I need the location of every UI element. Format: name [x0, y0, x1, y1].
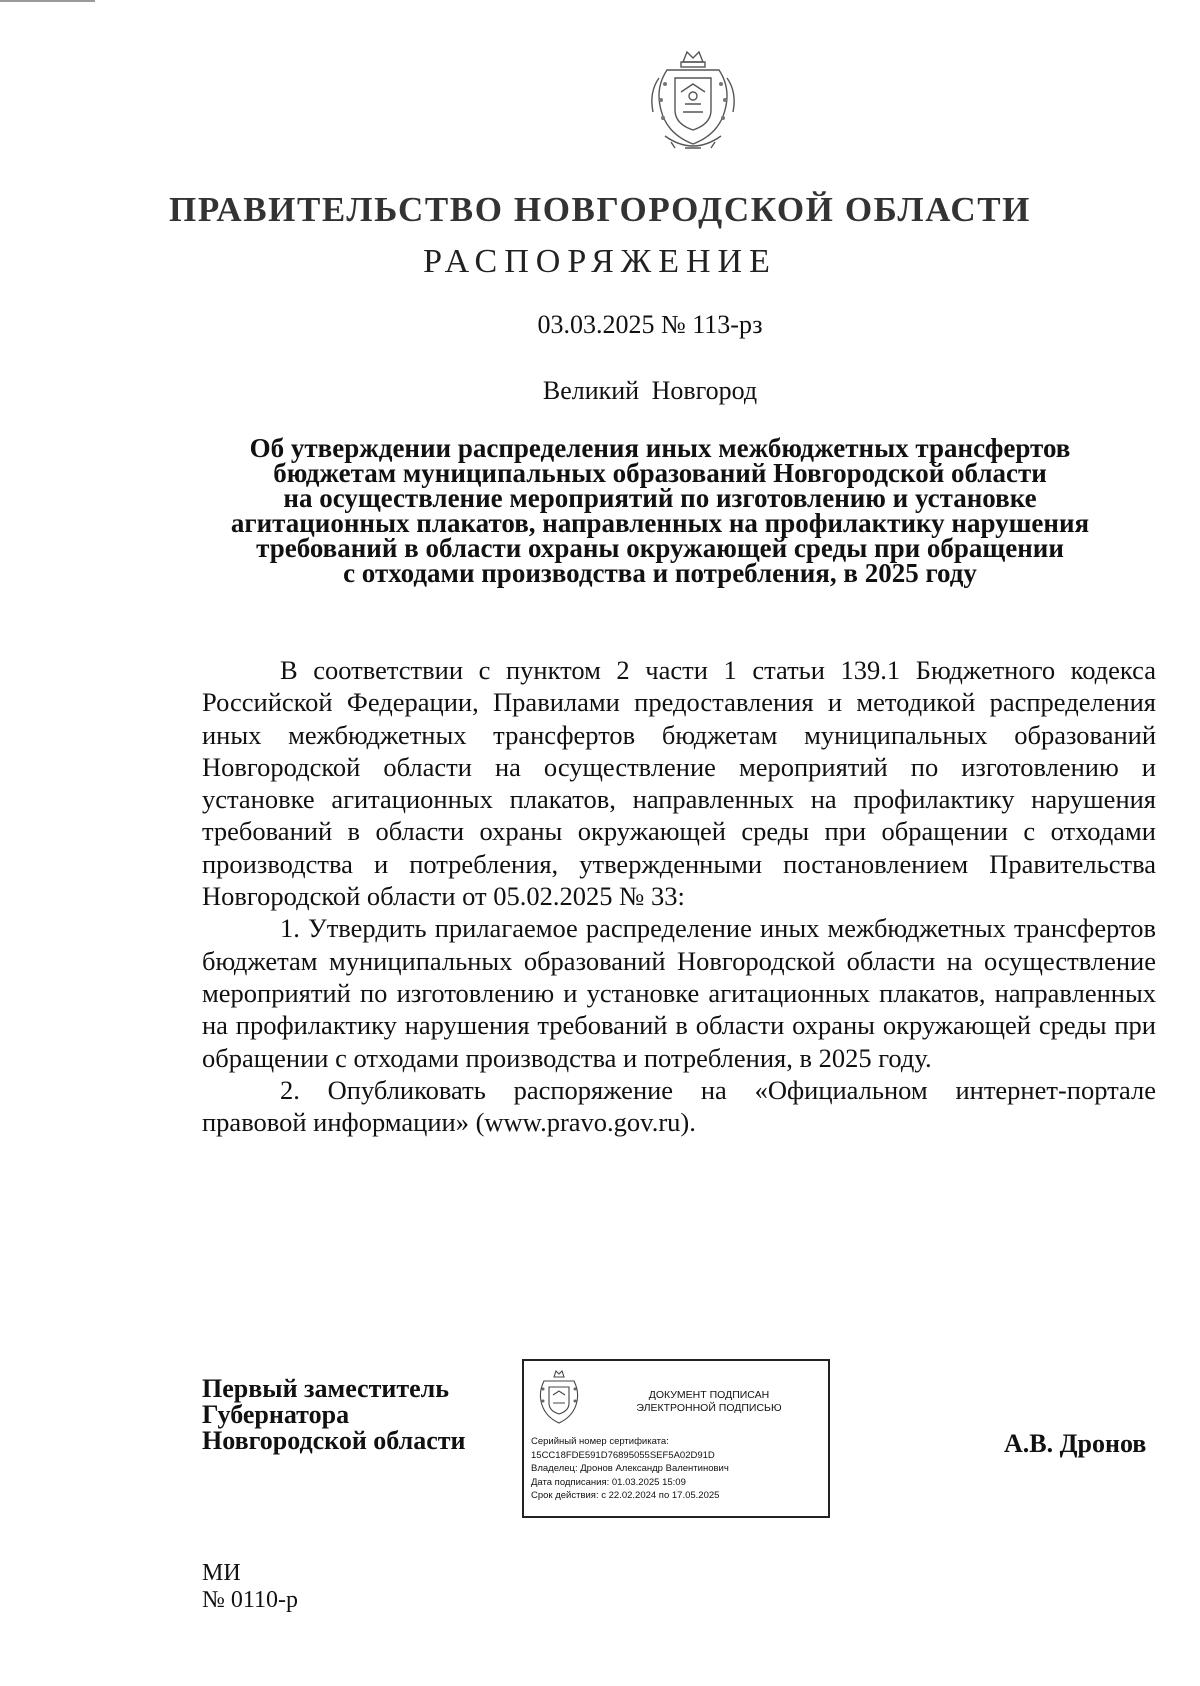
stamp-coat-of-arms-icon [534, 1369, 584, 1427]
stamp-signed-date: Дата подписания: 01.03.2025 15:09 [531, 1476, 686, 1488]
stamp-heading-line: ДОКУМЕНТ ПОДПИСАН [648, 1389, 770, 1401]
stamp-heading-line: ЭЛЕКТРОННОЙ ПОДПИСЬЮ [636, 1402, 782, 1414]
footer-initials: МИ [202, 1560, 241, 1586]
signatory-title-line: Первый заместитель [202, 1374, 449, 1403]
footer-number: № 0110-р [202, 1587, 298, 1613]
subject-line: Об утверждении распределения иных межбюджетных трансфертов [249, 433, 1071, 463]
signatory-title-line: Губернатора [202, 1400, 350, 1429]
subject-line: бюджетам муниципальных образований Новгородской области [273, 458, 1047, 488]
stamp-cert-number: 15CC18FDE591D76895055SEF5A02D91D [531, 1449, 715, 1461]
novgorod-coat-of-arms-icon [645, 48, 741, 158]
subject-line: агитационных плакатов, направленных на профилактику нарушения [230, 508, 1090, 538]
stamp-cert-label: Серийный номер сертификата: [531, 1436, 669, 1447]
body-item-2: 2. Опубликовать распоряжение на «Официальном интернет-портале правовой информации» (www.pravo.gov.ru). [202, 1074, 1156, 1138]
electronic-signature-stamp [522, 1359, 830, 1518]
document-footer [202, 1560, 298, 1614]
stamp-details [531, 1435, 729, 1503]
document-type: РАСПОРЯЖЕНИЕ [423, 243, 777, 280]
subject-line: на осуществление мероприятий по изготовлению и установке [283, 483, 1037, 513]
signatory-title [202, 1376, 466, 1454]
scan-mark [0, 0, 95, 2]
stamp-owner: Владелец: Дронов Александр Валентинович [531, 1463, 729, 1475]
signatory-title-line: Новгородской области [202, 1426, 466, 1455]
document-city: Великий Новгород [542, 376, 758, 405]
subject-line: с отходами производства и потребления, в 2025 году [343, 558, 977, 588]
organization-title: ПРАВИТЕЛЬСТВО НОВГОРОДСКОЙ ОБЛАСТИ [169, 190, 1031, 229]
document-body [202, 654, 1156, 1138]
subject-line: требований в области охраны окружающей среды при обращении [256, 533, 1064, 563]
stamp-heading [594, 1389, 824, 1415]
body-preamble: В соответствии с пунктом 2 части 1 статьи 139.1 Бюджетного кодекса Российской Федерации, Правилами предоставления и методикой распределения иных межбюджетных трансфертов бюджетам муниципальных образований Новгородской области на осуществление мероприятий по изготовлению и установке агитационных плакатов, направленных на профилактику нарушения требований в области охраны окружающей среды при обращении с отходами производства и потребления, утвержденными постановлением Правительства Новгородской области от 05.02.2025 № 33: [202, 655, 1156, 912]
document-subject [200, 433, 1120, 588]
body-item-1: 1. Утвердить прилагаемое распределение иных межбюджетных трансфертов бюджетам муниципальных образований Новгородской области на осуществление мероприятий по изготовлению и установке агитационных плакатов, направленных на профилактику нарушения требований в области охраны окружающей среды при обращении с отходами производства и потребления, в 2025 году. [202, 913, 1156, 1073]
document-date-number: 03.03.2025 № 113-рз [537, 310, 763, 339]
stamp-validity: Срок действия: с 22.02.2024 по 17.05.2025 [531, 1490, 720, 1502]
signatory-name: А.В. Дронов [1004, 1429, 1147, 1458]
